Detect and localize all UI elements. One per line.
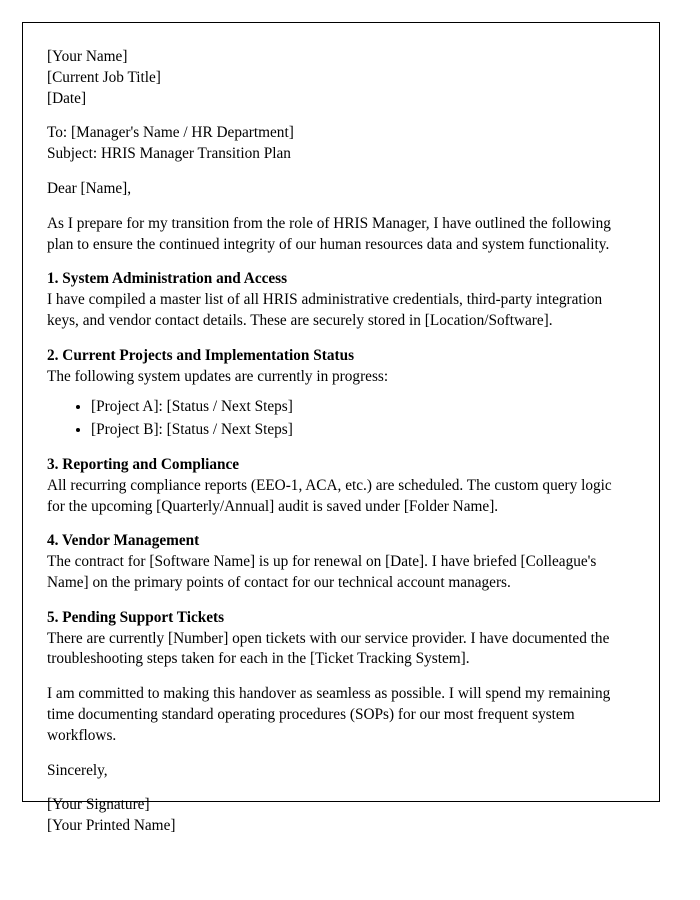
section-body: The contract for [Software Name] is up for renewal on [Date]. I have briefed [Colleague's Name] on the primary points of contact for our technical account managers.	[47, 553, 597, 591]
signature-block	[47, 795, 633, 837]
list-item: • [Project B]: [Status / Next Steps]	[91, 420, 633, 441]
section-system-administration	[47, 269, 633, 331]
signature-placeholder: [Your Signature]	[47, 796, 150, 814]
section-heading: 3. Reporting and Compliance	[47, 455, 240, 473]
section-reporting-compliance	[47, 455, 633, 517]
section-vendor-management	[47, 531, 633, 593]
section-body: I have compiled a master list of all HRIS administrative credentials, third-party integration keys, and vendor contact details. These are securely stored in [Location/Software].	[47, 291, 603, 329]
sender-job-title: [Current Job Title]	[47, 68, 161, 86]
intro-paragraph: As I prepare for my transition from the role of HRIS Manager, I have outlined the following plan to ensure the continued integrity of our human resources data and system functionality.	[47, 214, 611, 253]
section-body: All recurring compliance reports (EEO-1, ACA, etc.) are scheduled. The custom query logic for the upcoming [Quarterly/Annual] audit is saved under [Folder Name].	[47, 476, 612, 515]
section-body: The following system updates are currently in progress:	[47, 367, 389, 385]
sender-name: [Your Name]	[47, 48, 128, 65]
project-status-list	[47, 397, 633, 441]
document-body	[47, 47, 633, 851]
sign-off: Sincerely,	[47, 761, 108, 779]
list-item: • [Project A]: [Status / Next Steps]	[91, 397, 633, 418]
recipient-block	[47, 123, 633, 165]
section-heading: 1. System Administration and Access	[47, 270, 288, 288]
recipient-line: To: [Manager's Name / HR Department]	[47, 124, 294, 142]
intro-paragraph-block	[47, 214, 633, 256]
closing-paragraph: I am committed to making this handover as seamless as possible. I will spend my remaining time documenting standard operating procedures (SOPs) for our most frequent system workflows.	[47, 685, 611, 744]
closing-paragraph-block	[47, 684, 633, 746]
salutation-block	[47, 179, 633, 200]
section-pending-support-tickets	[47, 608, 633, 670]
subject-line: Subject: HRIS Manager Transition Plan	[47, 145, 291, 163]
section-body: There are currently [Number] open tickets with our service provider. I have documented the troubleshooting steps taken for each in the [Ticket Tracking System].	[47, 629, 610, 668]
section-heading: 2. Current Projects and Implementation Status	[47, 346, 355, 364]
document-page	[22, 22, 660, 835]
salutation: Dear [Name],	[47, 179, 132, 197]
sender-header-block	[47, 47, 633, 109]
section-current-projects	[47, 346, 633, 441]
section-heading: 4. Vendor Management	[47, 532, 200, 550]
section-heading: 5. Pending Support Tickets	[47, 608, 225, 626]
sign-off-block	[47, 761, 633, 782]
printed-name-placeholder: [Your Printed Name]	[47, 817, 176, 835]
letter-date: [Date]	[47, 89, 87, 107]
